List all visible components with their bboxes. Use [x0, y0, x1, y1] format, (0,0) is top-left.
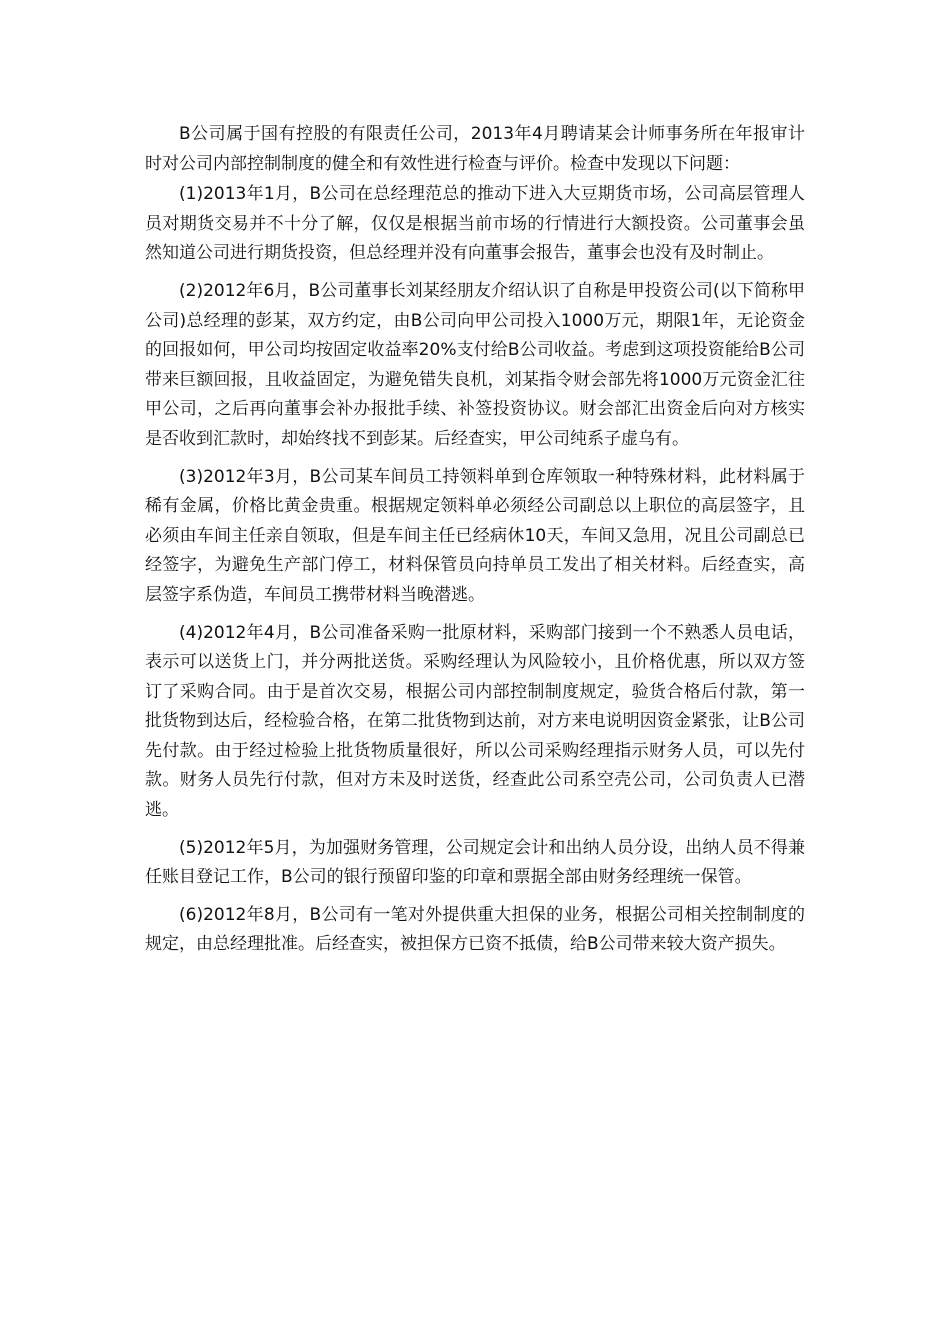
- paragraph-intro: B公司属于国有控股的有限责任公司，2013年4月聘请某会计师事务所在年报审计时对公司内部控制制度的健全和有效性进行检查与评价。检查中发现以下问题：: [145, 124, 805, 174]
- paragraph-item-6: (6)2012年8月，B公司有一笔对外提供重大担保的业务，根据公司相关控制制度的规定，由总经理批准。后经查实，被担保方已资不抵债，给B公司带来较大资产损失。: [145, 904, 805, 955]
- paragraph-item-4: (4)2012年4月，B公司准备采购一批原材料，采购部门接到一个不熟悉人员电话，表示可以送货上门，并分两批送货。采购经理认为风险较小，且价格优惠，所以双方签订了采购合同。由于是首次交易，根据公司内部控制制度规定，验货合格后付款，第一批货物到达后，经检验合格，在第二批货物到达前，对方来电说明因资金紧张，让B公司先付款。由于经过检验上批货物质量很好，所以公司采购经理指示财务人员，可以先付款。财务人员先行付款，但对方未及时送货，经查此公司系空壳公司，公司负责人已潜逃。: [145, 622, 805, 821]
- document-body: [145, 120, 805, 960]
- paragraph-item-1: (1)2013年1月，B公司在总经理范总的推动下进入大豆期货市场，公司高层管理人员对期货交易并不十分了解，仅仅是根据当前市场的行情进行大额投资。公司董事会虽然知道公司进行期货投资，但总经理并没有向董事会报告，董事会也没有及时制止。: [145, 184, 805, 264]
- paragraph-item-3: (3)2012年3月，B公司某车间员工持领料单到仓库领取一种特殊材料，此材料属于稀有金属，价格比黄金贵重。根据规定领料单必须经公司副总以上职位的高层签字，且必须由车间主任亲自领取，但是车间主任已经病休10天，车间又急用，况且公司副总已经签字，为避免生产部门停工，材料保管员向持单员工发出了相关材料。后经查实，高层签字系伪造，车间员工携带材料当晚潜逃。: [145, 466, 805, 605]
- paragraph-item-5: (5)2012年5月，为加强财务管理，公司规定会计和出纳人员分设，出纳人员不得兼任账目登记工作，B公司的银行预留印鉴的印章和票据全部由财务经理统一保管。: [145, 837, 805, 888]
- paragraph-item-2: (2)2012年6月，B公司董事长刘某经朋友介绍认识了自称是甲投资公司(以下简称甲公司)总经理的彭某，双方约定，由B公司向甲公司投入1000万元，期限1年，无论资金的回报如何，甲公司均按固定收益率20%支付给B公司收益。考虑到这项投资能给B公司带来巨额回报，且收益固定，为避免错失良机，刘某指令财会部先将1000万元资金汇往甲公司，之后再向董事会补办报批手续、补签投资协议。财会部汇出资金后向对方核实是否收到汇款时，却始终找不到彭某。后经查实，甲公司纯系子虚乌有。: [145, 280, 805, 449]
